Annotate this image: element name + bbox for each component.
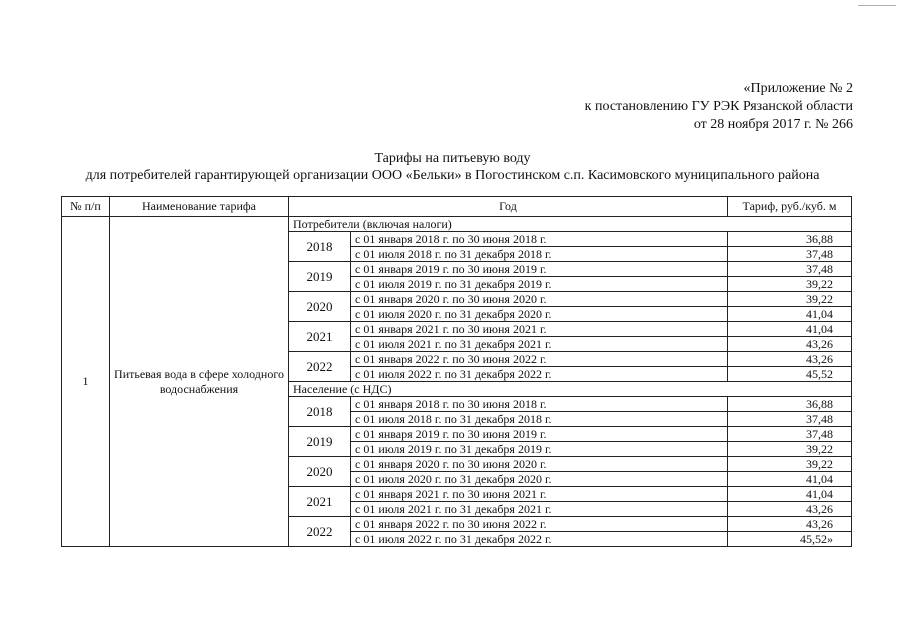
tariff-value-cell: 36,88: [728, 397, 852, 412]
tariff-value-cell: 37,48: [728, 247, 852, 262]
appendix-note: [585, 80, 853, 134]
period-cell: с 01 января 2019 г. по 30 июня 2019 г.: [351, 262, 728, 277]
period-cell: с 01 января 2019 г. по 30 июня 2019 г.: [351, 427, 728, 442]
title-line-1: Тарифы на питьевую воду: [374, 151, 531, 166]
tariff-value-cell: 36,88: [728, 232, 852, 247]
tariff-name: Питьевая вода в сфере холодного водоснабжения: [110, 217, 289, 547]
period-cell: с 01 января 2021 г. по 30 июня 2021 г.: [351, 487, 728, 502]
appendix-line-3: от 28 ноября 2017 г. № 266: [693, 117, 853, 132]
group-label: Население (с НДС): [289, 382, 852, 397]
header-tariff-value: Тариф, руб./куб. м: [728, 197, 852, 217]
tariff-value-cell: 43,26: [728, 337, 852, 352]
tariff-value-cell: 39,22: [728, 292, 852, 307]
year-cell: 2020: [289, 292, 351, 322]
tariff-value-cell: 39,22: [728, 277, 852, 292]
tariff-value-cell: 43,26: [728, 517, 852, 532]
tariff-value-cell: 43,26: [728, 352, 852, 367]
period-cell: с 01 июля 2021 г. по 31 декабря 2021 г.: [351, 502, 728, 517]
period-cell: с 01 января 2020 г. по 30 июня 2020 г.: [351, 457, 728, 472]
period-cell: с 01 июля 2019 г. по 31 декабря 2019 г.: [351, 277, 728, 292]
group-label: Потребители (включая налоги): [289, 217, 852, 232]
period-cell: с 01 июля 2021 г. по 31 декабря 2021 г.: [351, 337, 728, 352]
table-body: [62, 217, 852, 547]
tariff-value-cell: 37,48: [728, 427, 852, 442]
year-cell: 2021: [289, 487, 351, 517]
table-header-row: [62, 197, 852, 217]
title-line-2: для потребителей гарантирующей организации ООО «Бельки» в Погостинском с.п. Касимовского муниципального района: [85, 168, 820, 183]
period-cell: с 01 июля 2019 г. по 31 декабря 2019 г.: [351, 442, 728, 457]
period-cell: с 01 июля 2022 г. по 31 декабря 2022 г.: [351, 532, 728, 547]
appendix-line-2: к постановлению ГУ РЭК Рязанской области: [584, 99, 853, 114]
tariff-value-cell: 39,22: [728, 442, 852, 457]
document-title: [40, 150, 865, 184]
year-cell: 2021: [289, 322, 351, 352]
header-number: № п/п: [62, 197, 110, 217]
header-tariff-name: Наименование тарифа: [110, 197, 289, 217]
tariff-value-cell: 45,52»: [728, 532, 852, 547]
year-cell: 2022: [289, 517, 351, 547]
tariff-value-cell: 43,26: [728, 502, 852, 517]
group-row: [62, 217, 852, 232]
period-cell: с 01 января 2022 г. по 30 июня 2022 г.: [351, 352, 728, 367]
period-cell: с 01 января 2020 г. по 30 июня 2020 г.: [351, 292, 728, 307]
tariff-value-cell: 37,48: [728, 262, 852, 277]
tariff-value-cell: 39,22: [728, 457, 852, 472]
tariff-table: [61, 196, 852, 547]
tariff-value-cell: 41,04: [728, 472, 852, 487]
year-cell: 2020: [289, 457, 351, 487]
header-year: Год: [289, 197, 728, 217]
year-cell: 2019: [289, 262, 351, 292]
appendix-line-1: «Приложение № 2: [743, 81, 853, 96]
tariff-value-cell: 45,52: [728, 367, 852, 382]
period-cell: с 01 июля 2020 г. по 31 декабря 2020 г.: [351, 472, 728, 487]
tariff-value-cell: 41,04: [728, 307, 852, 322]
period-cell: с 01 января 2021 г. по 30 июня 2021 г.: [351, 322, 728, 337]
period-cell: с 01 января 2022 г. по 30 июня 2022 г.: [351, 517, 728, 532]
year-cell: 2019: [289, 427, 351, 457]
year-cell: 2022: [289, 352, 351, 382]
scan-edge-mark: [858, 5, 896, 6]
period-cell: с 01 января 2018 г. по 30 июня 2018 г.: [351, 397, 728, 412]
tariff-value-cell: 37,48: [728, 412, 852, 427]
tariff-value-cell: 41,04: [728, 322, 852, 337]
period-cell: с 01 июля 2020 г. по 31 декабря 2020 г.: [351, 307, 728, 322]
period-cell: с 01 июля 2018 г. по 31 декабря 2018 г.: [351, 412, 728, 427]
year-cell: 2018: [289, 232, 351, 262]
period-cell: с 01 января 2018 г. по 30 июня 2018 г.: [351, 232, 728, 247]
row-number: 1: [62, 217, 110, 547]
period-cell: с 01 июля 2018 г. по 31 декабря 2018 г.: [351, 247, 728, 262]
year-cell: 2018: [289, 397, 351, 427]
tariff-value-cell: 41,04: [728, 487, 852, 502]
period-cell: с 01 июля 2022 г. по 31 декабря 2022 г.: [351, 367, 728, 382]
